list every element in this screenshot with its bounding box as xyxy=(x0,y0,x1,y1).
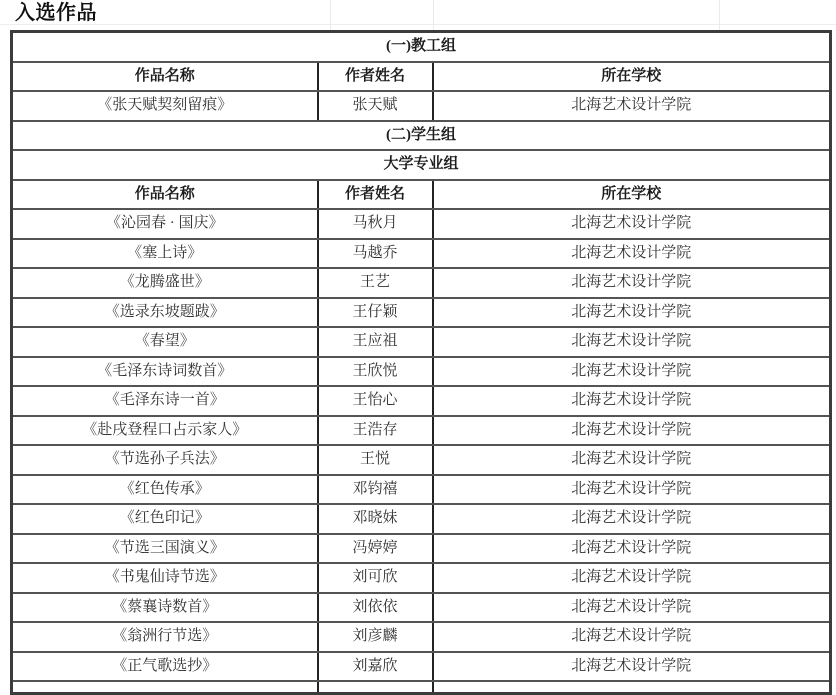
work-title-cell: 《节选孙子兵法》 xyxy=(12,445,318,475)
work-title-cell: 《沁园春 · 国庆》 xyxy=(12,209,318,239)
school-cell: 北海艺术设计学院 xyxy=(433,268,831,298)
work-title-cell: 《正气歌选抄》 xyxy=(12,652,318,682)
work-title-cell: 《春望》 xyxy=(12,327,318,357)
subsection-heading-row xyxy=(12,150,831,180)
school-cell: 北海艺术设计学院 xyxy=(433,652,831,682)
section-heading: (一)教工组 xyxy=(12,32,831,62)
table-row xyxy=(12,209,831,239)
work-title-cell: 《书鬼仙诗节选》 xyxy=(12,563,318,593)
table-row xyxy=(12,416,831,446)
author-name-cell: 王艺 xyxy=(318,268,433,298)
column-header-work-title: 作品名称 xyxy=(12,62,318,92)
school-cell: 北海艺术设计学院 xyxy=(433,416,831,446)
table-row xyxy=(12,298,831,328)
author-name-cell: 王浩存 xyxy=(318,416,433,446)
school-cell: 北海艺术设计学院 xyxy=(433,209,831,239)
table-row xyxy=(12,593,831,623)
page-title: 入选作品 xyxy=(15,2,97,24)
table-row xyxy=(12,268,831,298)
section-heading-row xyxy=(12,32,831,62)
gridline-vertical xyxy=(330,0,331,30)
work-title-cell: 《张天赋契刻留痕》 xyxy=(12,91,318,121)
school-cell: 北海艺术设计学院 xyxy=(433,357,831,387)
work-title-cell: 《龙腾盛世》 xyxy=(12,268,318,298)
table-row xyxy=(12,91,831,121)
author-name-cell: 王欣悦 xyxy=(318,357,433,387)
work-title-cell: 《节选三国演义》 xyxy=(12,534,318,564)
table-row xyxy=(12,504,831,534)
faculty-group-rows xyxy=(12,91,831,121)
author-name-cell: 马越乔 xyxy=(318,239,433,269)
author-name-cell: 邓晓妹 xyxy=(318,504,433,534)
work-title-cell: 《红色传承》 xyxy=(12,475,318,505)
partial-row xyxy=(12,681,831,694)
column-header-school: 所在学校 xyxy=(433,180,831,210)
school-cell: 北海艺术设计学院 xyxy=(433,298,831,328)
author-name-cell: 刘可欣 xyxy=(318,563,433,593)
work-title-cell: 《赴戌登程口占示家人》 xyxy=(12,416,318,446)
table-row xyxy=(12,622,831,652)
table-row xyxy=(12,357,831,387)
selected-works-table xyxy=(10,30,832,695)
gridline-horizontal xyxy=(0,24,836,25)
table-row xyxy=(12,534,831,564)
work-title-cell: 《翁洲行节选》 xyxy=(12,622,318,652)
school-cell: 北海艺术设计学院 xyxy=(433,593,831,623)
work-title-cell: 《选录东坡题跋》 xyxy=(12,298,318,328)
table-row xyxy=(12,475,831,505)
table-row xyxy=(12,239,831,269)
section-heading: (二)学生组 xyxy=(12,121,831,151)
school-cell: 北海艺术设计学院 xyxy=(433,327,831,357)
column-header-author-name: 作者姓名 xyxy=(318,180,433,210)
author-name-cell: 刘依依 xyxy=(318,593,433,623)
section-heading-row xyxy=(12,121,831,151)
author-name-cell: 冯婷婷 xyxy=(318,534,433,564)
author-name-cell: 王悦 xyxy=(318,445,433,475)
author-name-cell: 王应祖 xyxy=(318,327,433,357)
table-row xyxy=(12,652,831,682)
work-title-cell: 《毛泽东诗词数首》 xyxy=(12,357,318,387)
column-header-row xyxy=(12,62,831,92)
school-cell: 北海艺术设计学院 xyxy=(433,386,831,416)
school-cell: 北海艺术设计学院 xyxy=(433,445,831,475)
author-name-cell: 邓钧禧 xyxy=(318,475,433,505)
column-header-row xyxy=(12,180,831,210)
school-cell: 北海艺术设计学院 xyxy=(433,622,831,652)
author-name-cell: 刘彦麟 xyxy=(318,622,433,652)
school-cell: 北海艺术设计学院 xyxy=(433,475,831,505)
gridline-vertical xyxy=(433,0,434,30)
author-name-cell: 马秋月 xyxy=(318,209,433,239)
school-cell: 北海艺术设计学院 xyxy=(433,563,831,593)
school-cell: 北海艺术设计学院 xyxy=(433,534,831,564)
author-name-cell: 张天赋 xyxy=(318,91,433,121)
gridline-vertical xyxy=(719,0,720,30)
table-row xyxy=(12,327,831,357)
table-row xyxy=(12,445,831,475)
work-title-cell: 《红色印记》 xyxy=(12,504,318,534)
work-title-cell: 《蔡襄诗数首》 xyxy=(12,593,318,623)
work-title-cell: 《塞上诗》 xyxy=(12,239,318,269)
school-cell: 北海艺术设计学院 xyxy=(433,239,831,269)
student-group-rows xyxy=(12,209,831,681)
column-header-author-name: 作者姓名 xyxy=(318,62,433,92)
table-row xyxy=(12,563,831,593)
author-name-cell: 刘嘉欣 xyxy=(318,652,433,682)
column-header-work-title: 作品名称 xyxy=(12,180,318,210)
school-cell: 北海艺术设计学院 xyxy=(433,504,831,534)
work-title-cell: 《毛泽东诗一首》 xyxy=(12,386,318,416)
column-header-school: 所在学校 xyxy=(433,62,831,92)
author-name-cell: 王仔颖 xyxy=(318,298,433,328)
school-cell: 北海艺术设计学院 xyxy=(433,91,831,121)
subsection-heading: 大学专业组 xyxy=(12,150,831,180)
table-row xyxy=(12,386,831,416)
author-name-cell: 王怡心 xyxy=(318,386,433,416)
